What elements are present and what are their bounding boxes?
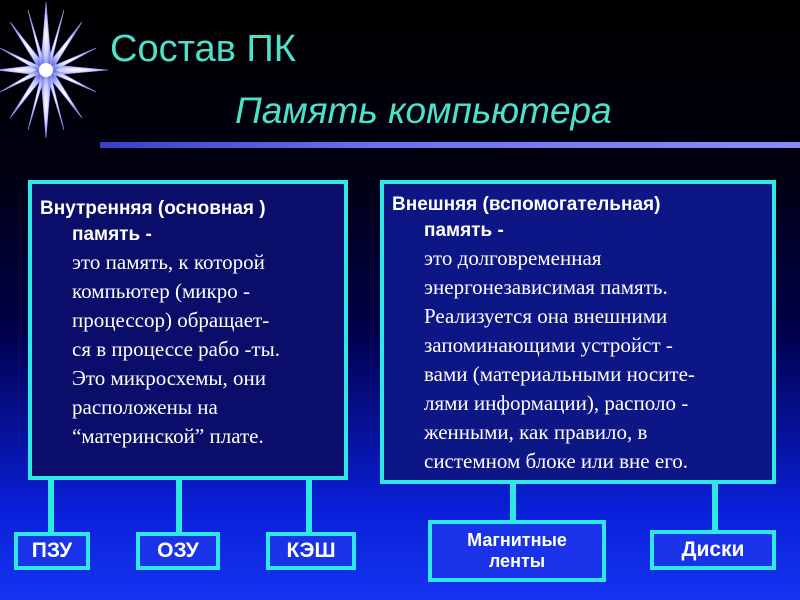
internal-memory-description — [40, 248, 280, 451]
magnetic-tapes-label-line1: Магнитные — [467, 530, 567, 550]
title-divider — [100, 142, 800, 148]
external-memory-heading: Внешняя (вспомогательная) — [392, 194, 661, 215]
disks-label: Диски — [650, 530, 776, 570]
text-line: “материнской” плате. — [72, 424, 264, 448]
text-line: расположены на — [72, 395, 218, 419]
internal-memory-box — [28, 180, 348, 480]
text-line: запоминающими устройст - — [424, 333, 673, 357]
text-line: это долговременная — [424, 246, 602, 270]
rom-label: ПЗУ — [14, 532, 90, 570]
text-line: энергонезависимая память. — [424, 275, 668, 299]
text-line: Реализуется она внешними — [424, 304, 668, 328]
text-line: вами (материальными носите- — [424, 362, 695, 386]
text-line: процессор) обращает- — [72, 308, 270, 332]
text-line: ся в процессе рабо -ты. — [72, 337, 280, 361]
page-subtitle: Память компьютера — [235, 90, 612, 131]
external-memory-box — [380, 180, 776, 484]
connector-line — [176, 478, 182, 534]
magnetic-tapes-label-line2: ленты — [488, 551, 546, 571]
ram-label: ОЗУ — [136, 532, 220, 570]
sparkle-star-icon — [0, 0, 120, 150]
text-line: это память, к которой — [72, 250, 265, 274]
text-line: женными, как правило, в — [424, 420, 648, 444]
magnetic-tapes-label — [428, 520, 606, 582]
text-line: Это микросхемы, они — [72, 366, 266, 390]
external-memory-description — [392, 244, 695, 476]
connector-line — [510, 482, 516, 522]
internal-memory-heading: Внутренняя (основная ) — [40, 198, 266, 219]
external-memory-heading-2: память - — [424, 220, 504, 241]
text-line: системном блоке или вне его. — [424, 449, 689, 473]
connector-line — [48, 478, 54, 534]
text-line: компьютер (микро - — [72, 279, 250, 303]
page-title: Состав ПК — [110, 28, 296, 70]
cache-label: КЭШ — [266, 532, 356, 570]
connector-line — [712, 482, 718, 532]
connector-line — [306, 478, 312, 534]
text-line: лями информации), располо - — [424, 391, 689, 415]
internal-memory-heading-2: память - — [72, 224, 152, 245]
